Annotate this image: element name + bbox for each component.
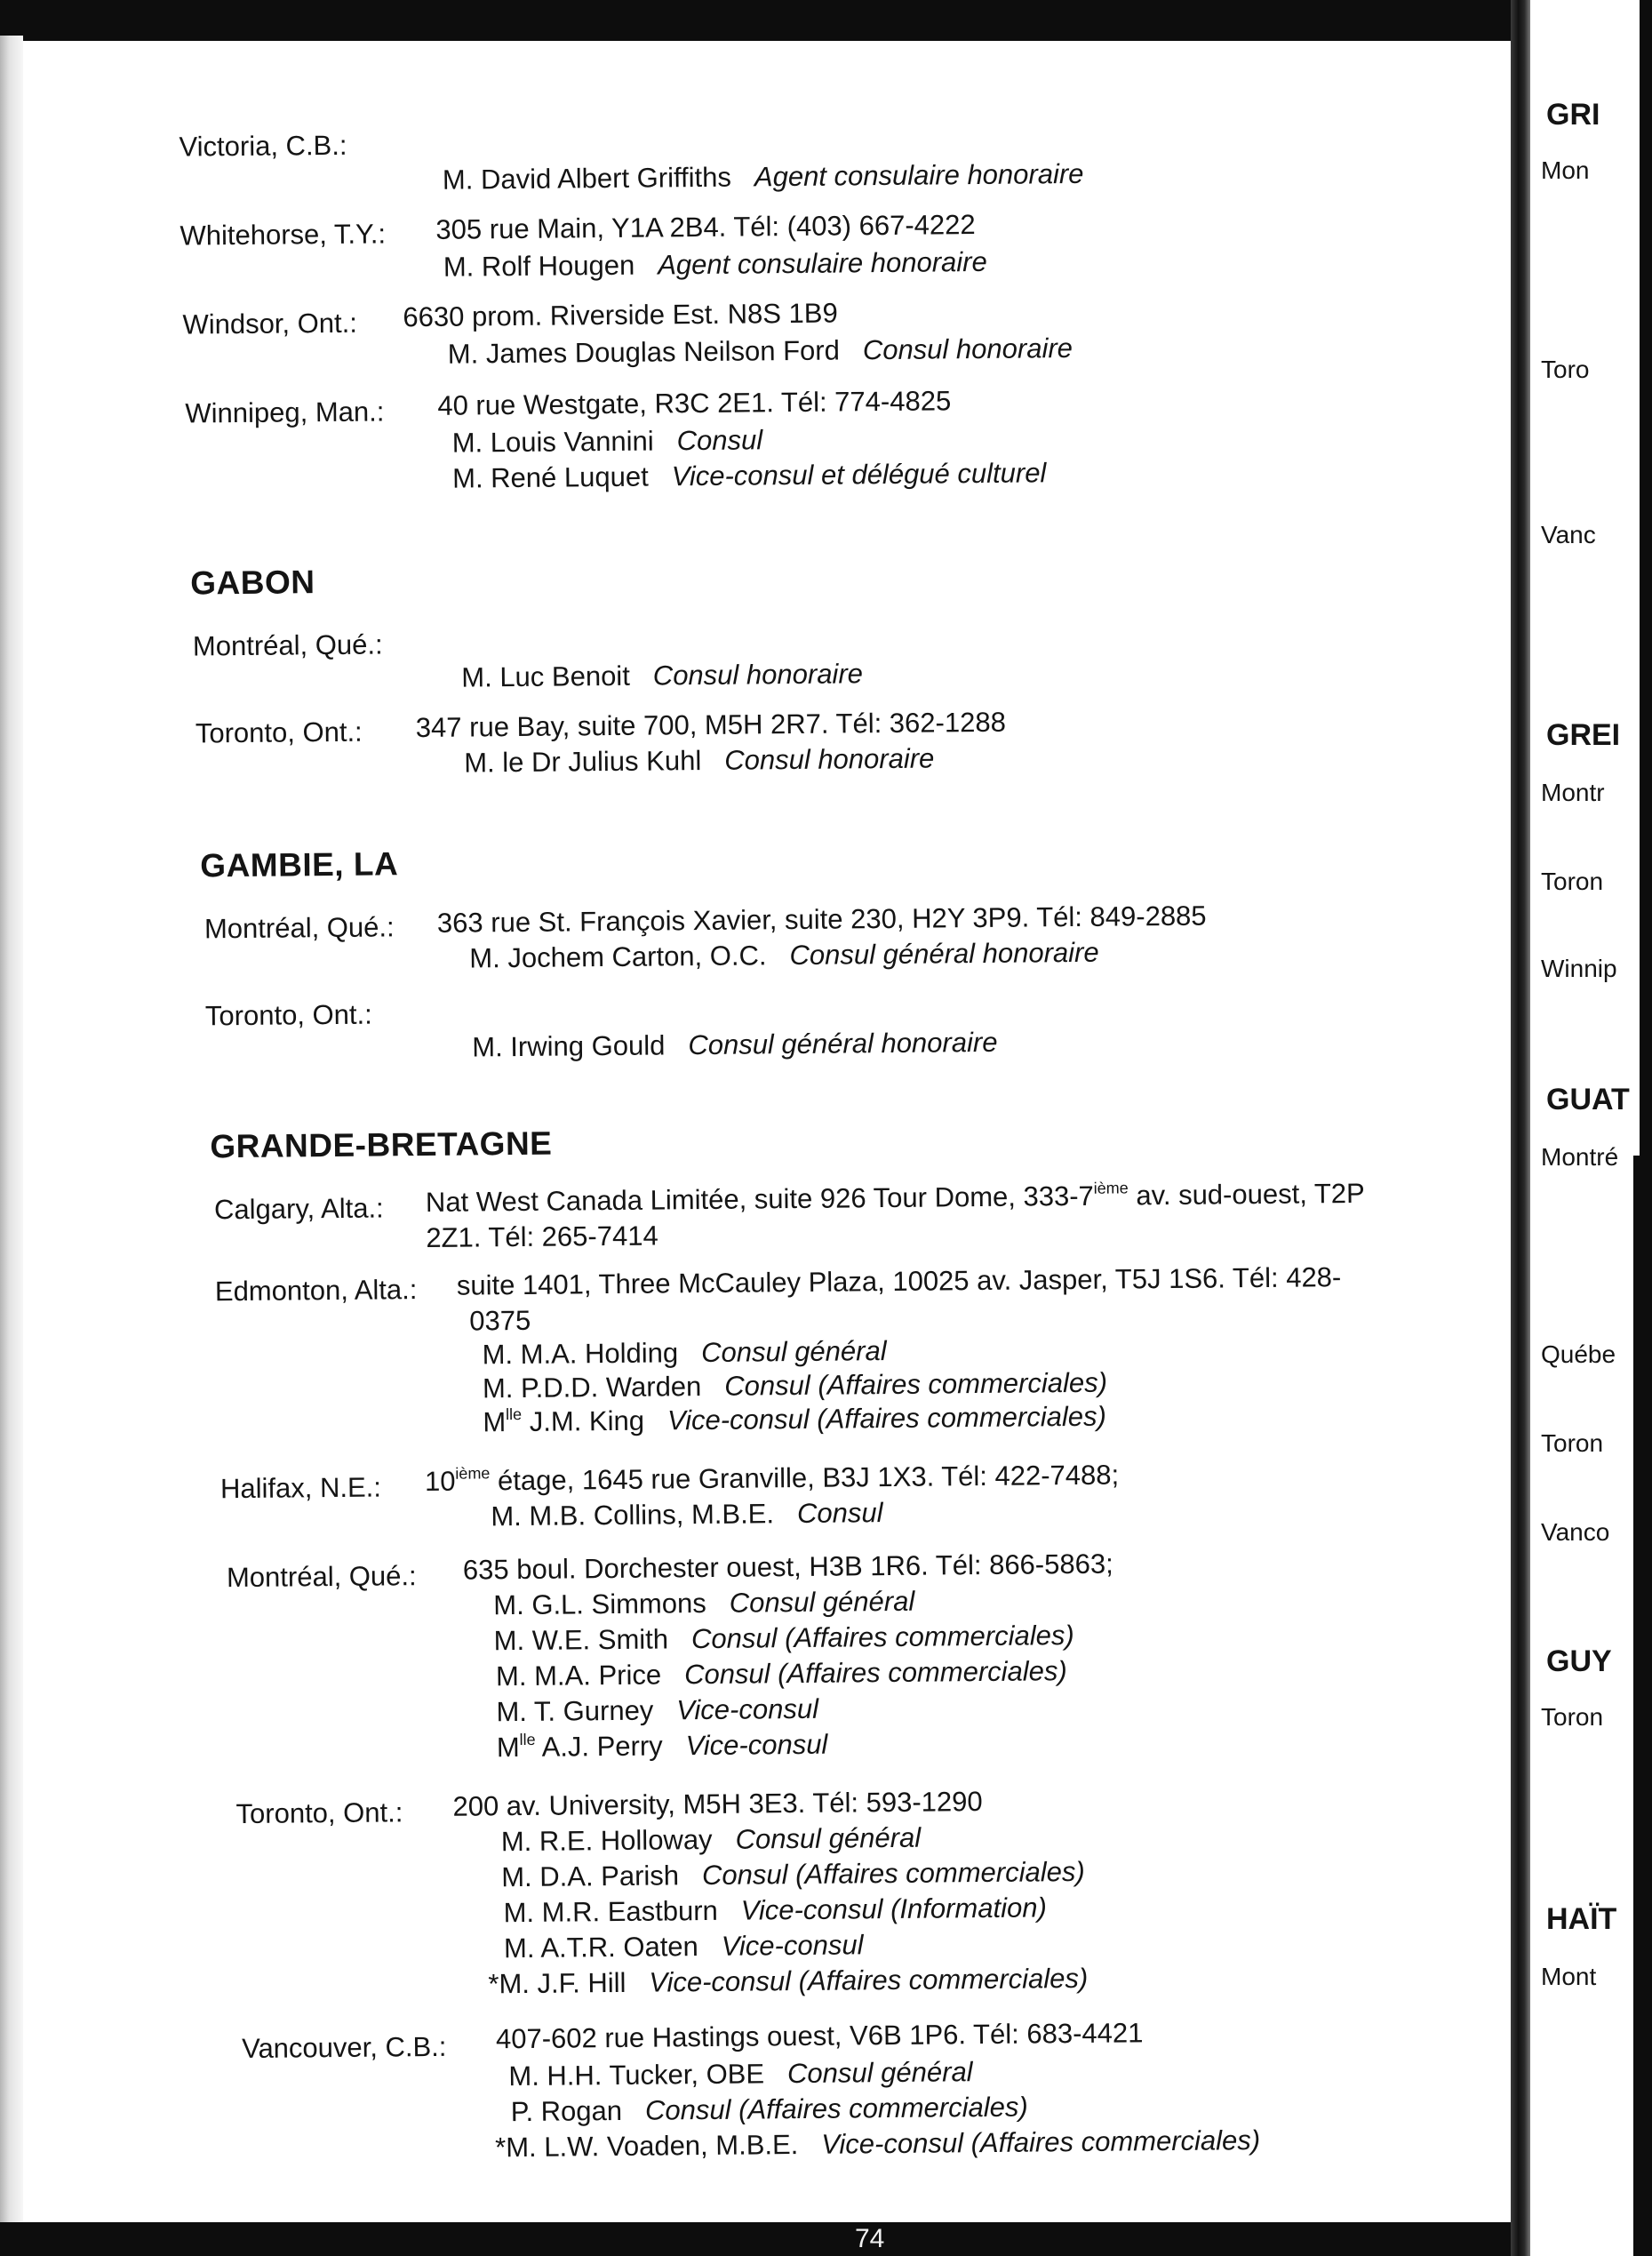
person-name: M. Jochem Carton, O.C. (469, 940, 767, 974)
address-line: Nat West Canada Limitée, suite 926 Tour Dome, 333-7ième av. sud-ouest, T2P (425, 1177, 1365, 1219)
person-name: *M. J.F. Hill (488, 1966, 626, 2000)
city-label: Montré (1541, 1143, 1619, 1171)
address-line: 6630 prom. Riverside Est. N8S 1B9 (403, 297, 838, 333)
person-line (493, 1586, 914, 1622)
country-heading: GUY (1546, 1644, 1612, 1678)
city-label: Winnip (1541, 955, 1617, 982)
person-line (472, 1027, 998, 1064)
country-heading: GRANDE-BRETAGNE (210, 1124, 553, 1165)
person-line (483, 1401, 1106, 1439)
person-title: Consul général (700, 1335, 887, 1369)
city-label: Toro (1541, 356, 1590, 383)
person-name: M. Irwing Gould (472, 1029, 666, 1063)
city-label: Toronto, Ont.: (204, 998, 372, 1032)
address-line: 40 rue Westgate, R3C 2E1. Tél: 774-4825 (437, 385, 952, 421)
person-line (495, 2124, 1260, 2164)
person-name: M. Rolf Hougen (443, 249, 635, 283)
person-title: Vice-consul (685, 1728, 828, 1762)
person-name: M. W.E. Smith (493, 1623, 669, 1657)
person-title: Consul (Affaires commerciales) (683, 1655, 1067, 1691)
city-label: Vanc (1541, 521, 1596, 548)
person-name: M. James Douglas Neilson Ford (447, 334, 841, 370)
address-line: 363 rue St. François Xavier, suite 230, H2Y 3P9. Tél: 849-2885 (436, 900, 1207, 939)
address-line: 635 boul. Dorchester ouest, H3B 1R6. Tél: 866-5863; (462, 1548, 1113, 1586)
city-label: Calgary, Alta.: (213, 1192, 384, 1226)
person-line (443, 158, 1084, 196)
person-title: Vice-consul (Affaires commerciales) (666, 1400, 1107, 1436)
person-name: $M^{lle}$ A.J. Perry (496, 1730, 663, 1764)
book-gutter (1511, 0, 1530, 2256)
person-line (452, 457, 1047, 494)
person-title: Consul honoraire (862, 332, 1073, 366)
person-title: Vice-consul (Affaires commerciales) (649, 1962, 1089, 1998)
person-name: M. M.B. Collins, M.B.E. (491, 1498, 775, 1532)
person-title: Consul général honoraire (789, 936, 1099, 972)
person-line (452, 424, 763, 459)
city-label: Halifax, N.E.: (219, 1471, 382, 1505)
person-line (482, 1335, 886, 1371)
address-line: 0375 (469, 1304, 531, 1337)
country-heading: GUAT (1546, 1083, 1630, 1116)
person-line (504, 1929, 864, 1964)
person-name: M. G.L. Simmons (493, 1587, 706, 1621)
person-line (443, 246, 987, 284)
person-name: M. Luc Benoit (461, 660, 631, 693)
person-title: Vice-consul (Information) (740, 1892, 1047, 1926)
person-name: M. David Albert Griffiths (442, 161, 732, 196)
country-heading: GREI (1546, 718, 1621, 752)
country-heading: GABON (190, 564, 315, 602)
person-name: M. le Dr Julius Kuhl (464, 745, 702, 779)
person-name: M. M.R. Eastburn (503, 1894, 718, 1929)
person-title: Vice-consul (Affaires commerciales) (821, 2124, 1261, 2160)
city-label: Edmonton, Alta.: (214, 1274, 418, 1308)
person-line (501, 1822, 922, 1859)
person-title: Consul général honoraire (688, 1026, 998, 1061)
person-title: Consul honoraire (724, 742, 935, 776)
person-name: M. Louis Vannini (451, 425, 654, 459)
city-label: Montréal, Qué.: (226, 1560, 417, 1594)
page-number: 74 (855, 2224, 885, 2253)
person-line (503, 1892, 1047, 1929)
person-line (508, 2056, 973, 2092)
country-heading: GRI (1546, 98, 1600, 132)
address-line: 10ième étage, 1645 rue Granville, B3J 1X3. Tél: 422-7488; (424, 1459, 1120, 1498)
person-title: Vice-consul (721, 1929, 864, 1962)
city-label: Vancouver, C.B.: (241, 2030, 447, 2065)
person-title: Consul (Affaires commerciales) (724, 1366, 1108, 1402)
city-label: Toron (1541, 868, 1604, 895)
person-title: Agent consulaire honoraire (754, 157, 1084, 193)
city-label: Montréal, Qué.: (204, 911, 395, 945)
person-name: M. T. Gurney (496, 1694, 654, 1728)
city-label: Mont (1541, 1963, 1597, 1990)
person-line (501, 1856, 1085, 1893)
person-line (491, 1497, 882, 1532)
person-line (488, 1963, 1088, 2000)
person-name: *M. L.W. Voaden, M.B.E. (495, 2129, 799, 2164)
scan-bottom-border (0, 2222, 1652, 2256)
person-name: M. R.E. Holloway (500, 1823, 713, 1858)
address-line: 200 av. University, M5H 3E3. Tél: 593-1290 (452, 1786, 983, 1822)
person-line (511, 2092, 1028, 2129)
address-line: 2Z1. Tél: 265-7414 (426, 1220, 658, 1254)
address-line: suite 1401, Three McCauley Plaza, 10025 av. Jasper, T5J 1S6. Tél: 428- (456, 1261, 1342, 1301)
person-line (469, 937, 1099, 975)
person-title: Consul honoraire (652, 658, 864, 692)
scan-right-shadow (1633, 1156, 1652, 2256)
person-title: Consul (Affaires commerciales) (690, 1620, 1074, 1655)
person-name: M. D.A. Parish (501, 1860, 680, 1893)
person-line (497, 1729, 828, 1764)
city-label: Whitehorse, T.Y.: (180, 218, 387, 252)
person-title: Consul (Affaires commerciales) (644, 2091, 1028, 2126)
country-heading: GAMBIE, LA (200, 845, 399, 884)
person-name: M. M.A. Price (495, 1659, 662, 1692)
person-line (494, 1620, 1074, 1657)
city-label: Toronto, Ont.: (235, 1796, 403, 1830)
person-name: M. A.T.R. Oaten (503, 1931, 698, 1964)
address-line: 347 rue Bay, suite 700, M5H 2R7. Tél: 362-1288 (415, 706, 1007, 744)
person-title: Consul général (729, 1585, 915, 1619)
person-name: M. P.D.D. Warden (482, 1371, 702, 1404)
city-label: Toron (1541, 1429, 1604, 1457)
person-name: M. M.A. Holding (482, 1337, 679, 1371)
address-line: 305 rue Main, Y1A 2B4. Tél: (403) 667-4222 (435, 209, 976, 245)
person-title: Vice-consul et délégué culturel (671, 457, 1047, 492)
person-title: Consul (676, 424, 763, 457)
person-title: Consul général (786, 2056, 973, 2090)
city-label: Winnipeg, Man.: (185, 396, 385, 429)
city-label: Victoria, C.B.: (179, 129, 347, 163)
person-line (496, 1655, 1067, 1692)
person-name: M. René Luquet (451, 460, 649, 494)
person-title: Consul général (735, 1821, 922, 1855)
person-line (496, 1693, 818, 1728)
person-line (483, 1367, 1107, 1405)
city-label: Windsor, Ont.: (182, 307, 358, 340)
city-label: Montréal, Qué.: (192, 628, 383, 662)
city-label: Vanco (1541, 1518, 1610, 1546)
person-title: Consul (Affaires commerciales) (701, 1855, 1085, 1892)
city-label: Toronto, Ont.: (195, 716, 363, 749)
person-line (461, 658, 863, 693)
person-name: M. H.H. Tucker, OBE (508, 2058, 765, 2092)
person-name: $M^{lle}$ J.M. King (483, 1404, 645, 1438)
person-title: Agent consulaire honoraire (658, 245, 987, 281)
person-line (464, 742, 934, 779)
city-label: Mon (1541, 156, 1590, 184)
city-label: Toron (1541, 1703, 1604, 1731)
person-line (448, 332, 1073, 371)
city-label: Québe (1541, 1340, 1616, 1368)
city-label: Montr (1541, 779, 1605, 806)
person-title: Vice-consul (676, 1692, 819, 1726)
person-name: P. Rogan (510, 2094, 623, 2128)
person-title: Consul (796, 1497, 883, 1530)
address-line: 407-602 rue Hastings ouest, V6B 1P6. Tél: 683-4421 (495, 2017, 1144, 2055)
country-heading: HAÏT (1546, 1902, 1617, 1936)
